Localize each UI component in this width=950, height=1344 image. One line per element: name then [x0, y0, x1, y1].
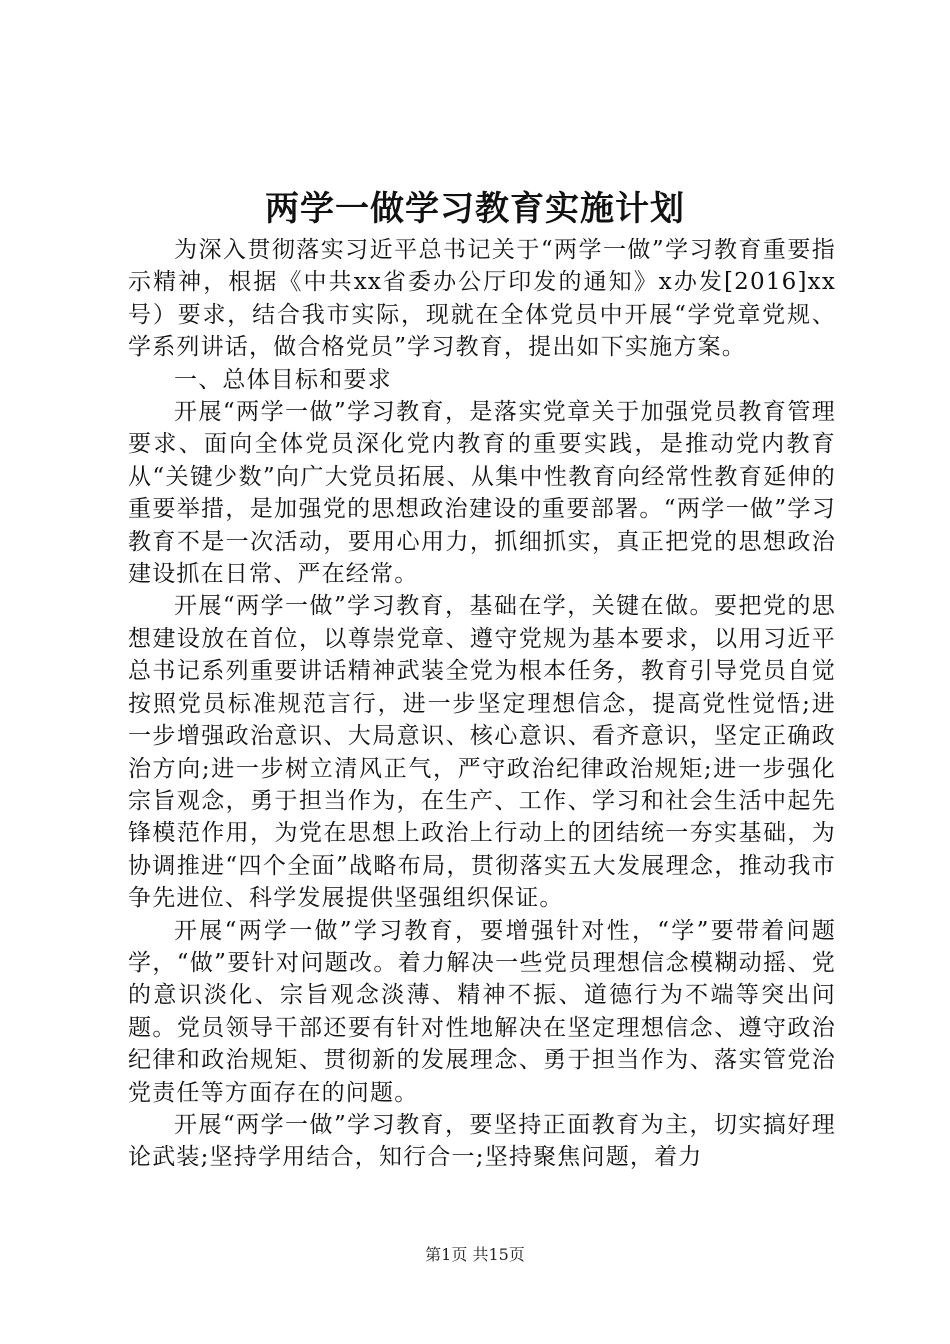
paragraph: 开展“两学一做”学习教育，基础在学，关键在做。要把党的思想建设放在首位，以尊崇党章、遵守党规为基本要求，以用习近平总书记系列重要讲话精神武装全党为根本任务，教育引导党员自觉按照党员标准规范言行，进一步坚定理想信念，提高党性觉悟;进一步增强政治意识、大局意识、核心意识、看齐意识，坚定正确政治方向;进一步树立清风正气，严守政治纪律政治规矩;进一步强化宗旨观念，勇于担当作为，在生产、工作、学习和社会生活中起先锋模范作用，为党在思想上政治上行动上的团结统一夯实基础，为协调推进“四个全面”战略布局，贯彻落实五大发展理念，推动我市争先进位、科学发展提供坚强组织保证。 — [128, 593, 836, 912]
document-body — [128, 234, 836, 1174]
paragraph: 开展“两学一做”学习教育，要增强针对性，“学”要带着问题学，“做”要针对问题改。着力解决一些党员理想信念模糊动摇、党的意识淡化、宗旨观念淡薄、精神不振、道德行为不端等突出问题。党员领导干部还要有针对性地解决在坚定理想信念、遵守政治纪律和政治规矩、贯彻新的发展理念、勇于担当作为、落实管党治党责任等方面存在的问题。 — [128, 917, 836, 1106]
document-title: 两学一做学习教育实施计划 — [265, 189, 685, 229]
page-number-footer: 第1页 共15页 — [425, 1245, 525, 1264]
paragraph: 开展“两学一做”学习教育，要坚持正面教育为主，切实搞好理论武装;坚持学用结合，知行合一;坚持聚焦问题，着力 — [128, 1111, 836, 1171]
section-heading: 一、总体目标和要求 — [174, 366, 392, 393]
paragraph-intro: 为深入贯彻落实习近平总书记关于“两学一做”学习教育重要指示精神，根据《中共xx省委办公厅印发的通知》x办发[2016]xx号）要求，结合我市实际，现就在全体党员中开展“学党章党规、学系列讲话，做合格党员”学习教育，提出如下实施方案。 — [128, 237, 836, 361]
paragraph: 开展“两学一做”学习教育，是落实党章关于加强党员教育管理要求、面向全体党员深化党内教育的重要实践，是推动党内教育从“关键少数”向广大党员拓展、从集中性教育向经常性教育延伸的重要举措，是加强党的思想政治建设的重要部署。“两学一做”学习教育不是一次活动，要用心用力，抓细抓实，真正把党的思想政治建设抓在日常、严在经常。 — [128, 399, 836, 588]
